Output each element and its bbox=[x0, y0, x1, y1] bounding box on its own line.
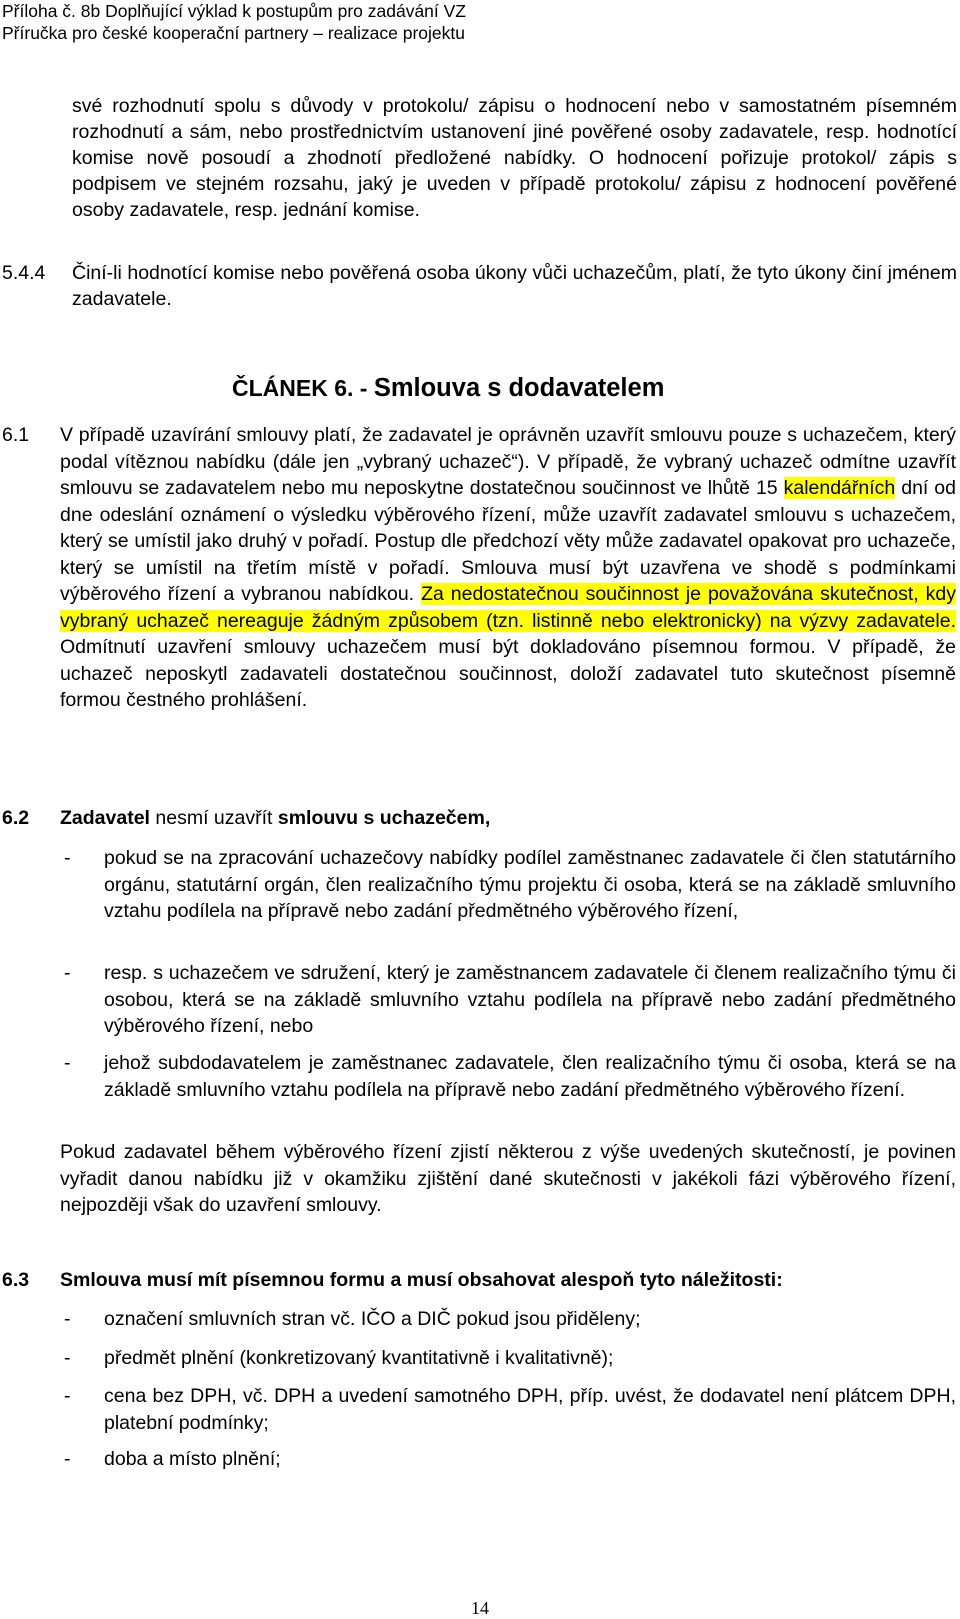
section-number-6-3: 6.3 bbox=[2, 1269, 30, 1291]
highlight-kalendarnich: kalendářních bbox=[783, 477, 896, 499]
section-6-2-item-3: jehož subdodavatelem je zaměstnanec zadavatele, člen realizačního týmu či osoba, která se na základě smluvního vztahu podílela na přípravě nebo zadání předmětného výběrového řízení. bbox=[104, 1052, 956, 1101]
list-dash: - bbox=[64, 847, 71, 869]
list-dash: - bbox=[64, 1385, 71, 1407]
section-6-1-part1: V případě uzavírání smlouvy platí, že zadavatel je oprávněn uzavřít smlouvu pouze s uchazečem, který podal vítěznou nabídku (dále jen „vybraný uchazeč“). V případě, že vybraný uchazeč odmítne uzavřít smlouvu se zadavatelem nebo mu neposkytne dostatečnou součinnost ve lhůtě 15 bbox=[60, 424, 956, 499]
section-number-5-4-4: 5.4.4 bbox=[2, 262, 46, 284]
section-6-2-bold-2: smlouvu s uchazečem, bbox=[277, 807, 491, 829]
section-6-3-item-4: doba a místo plnění; bbox=[104, 1448, 281, 1470]
header-line-2: Příručka pro české kooperační partnery – realizace projektu bbox=[2, 23, 466, 43]
section-6-3-heading: Smlouva musí mít písemnou formu a musí obsahovat alespoň tyto náležitosti: bbox=[60, 1269, 783, 1291]
list-dash: - bbox=[64, 962, 71, 984]
section-6-2-item-1: pokud se na zpracování uchazečovy nabídky podílel zaměstnanec zadavatele či člen statutárního orgánu, statutární orgán, člen realizačního týmu projektu či osoba, která se na základě smluvního vztahu podílela na přípravě nebo zadání předmětného výběrového řízení, bbox=[104, 847, 956, 922]
article-title bbox=[232, 374, 664, 403]
section-6-2-item-2: resp. s uchazečem ve sdružení, který je zaměstnancem zadavatele či členem realizačního týmu či osobou, která se na základě smluvního vztahu podílela na přípravě nebo zadání předmětného výběrového řízení, nebo bbox=[104, 962, 956, 1037]
highlight-insufficient-cooperation: Za nedostatečnou součinnost je považována skutečnost, kdy vybraný uchazeč nereaguje žádným způsobem (tzn. listinně nebo elektronicky) na výzvy zadavatele. bbox=[60, 583, 957, 632]
list-dash: - bbox=[64, 1308, 71, 1330]
section-6-2-heading bbox=[60, 805, 956, 832]
section-6-2-mid: nesmí uzavřít bbox=[149, 807, 278, 829]
section-5-4-4-text: Činí-li hodnotící komise nebo pověřená osoba úkony vůči uchazečům, platí, že tyto úkony činí jménem zadavatele. bbox=[72, 262, 957, 310]
section-6-3-item-1: označení smluvních stran vč. IČO a DIČ pokud jsou přiděleny; bbox=[104, 1308, 641, 1330]
list-dash: - bbox=[64, 1052, 71, 1074]
article-prefix: ČLÁNEK 6. - bbox=[232, 375, 368, 401]
section-6-1-part3: Odmítnutí uzavření smlouvy uchazečem musí být dokladováno písemnou formou. V případě, že uchazeč neposkytl zadavateli dostatečnou součinnost, doloží zadavatel tuto skutečnost písemně formou čestného prohlášení. bbox=[60, 636, 956, 711]
section-6-3-item-3: cena bez DPH, vč. DPH a uvedení samotného DPH, příp. uvést, že dodavatel není plátcem DPH, platební podmínky; bbox=[104, 1385, 956, 1434]
list-dash: - bbox=[64, 1347, 71, 1369]
section-number-6-1: 6.1 bbox=[2, 424, 30, 446]
section-6-1-part2: dní od dne odeslání oznámení o výsledku výběrového řízení, může uzavřít zadavatel smlouvu s uchazečem, který se umístil jako druhý v pořadí. Postup dle předchozí věty může zadavatel opakovat pro uchazeče, který se umístil na třetím místě v pořadí. Smlouva musí být uzavřena ve shodě s podmínkami výběrového řízení a vybranou nabídkou. bbox=[60, 477, 956, 605]
section-6-3-item-2: předmět plnění (konkretizovaný kvantitativně i kvalitativně); bbox=[104, 1347, 614, 1369]
section-number-6-2: 6.2 bbox=[2, 807, 30, 829]
page-number: 14 bbox=[471, 1598, 489, 1618]
list-dash: - bbox=[64, 1448, 71, 1470]
article-name: Smlouva s dodavatelem bbox=[373, 374, 665, 402]
header-line-1: Příloha č. 8b Doplňující výklad k postupům pro zadávání VZ bbox=[2, 1, 466, 21]
intro-paragraph: své rozhodnutí spolu s důvody v protokolu/ zápisu o hodnocení nebo v samostatném písemném rozhodnutí a sám, nebo prostřednictvím ustanovení jiné pověřené osoby zadavatele, resp. hodnotící komise nově posoudí a zhodnotí předložené nabídky. O hodnocení pořizuje protokol/ zápis s podpisem ve stejném rozsahu, jaký je uveden v případě protokolu/ zápisu z hodnocení pověřené osoby zadavatele, resp. jednání komise. bbox=[72, 95, 957, 221]
section-6-2-closing: Pokud zadavatel během výběrového řízení zjistí některou z výše uvedených skutečností, je povinen vyřadit danou nabídku již v okamžiku zjištění dané skutečnosti v jakékoli fázi výběrového řízení, nejpozději však do uzavření smlouvy. bbox=[60, 1141, 956, 1216]
section-6-2-bold-1: Zadavatel bbox=[60, 807, 150, 829]
section-6-1-text bbox=[60, 422, 956, 714]
